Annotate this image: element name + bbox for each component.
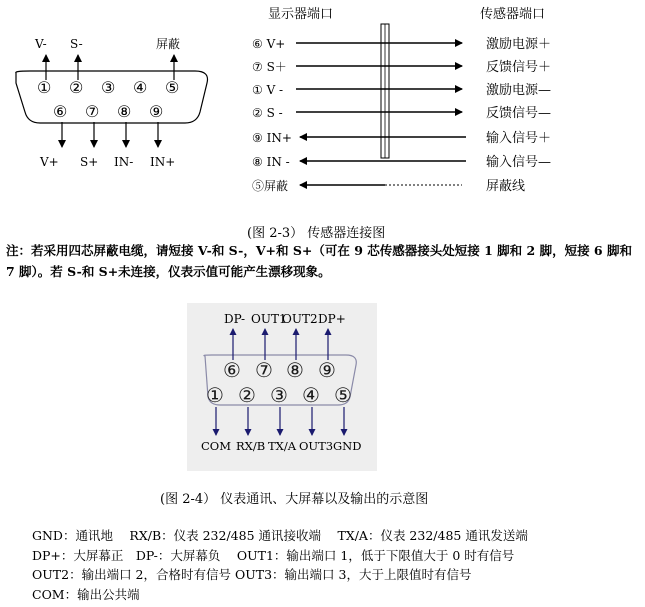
pin-9: ⑨ [149, 102, 164, 121]
wire-left-label: ⑤屏蔽 [252, 179, 289, 193]
wire-right-label: 屏蔽线 [486, 179, 526, 194]
label-out3: OUT3 [299, 439, 334, 453]
wire-list [252, 36, 551, 194]
label-out1: OUT1 [251, 312, 287, 326]
pin-5: ⑤ [165, 78, 180, 97]
sensor-port-header: 传感器端口 [480, 7, 546, 22]
pin-3: ③ [270, 383, 288, 407]
figure-2-3-caption: (图 2-3） 传感器连接图 [247, 226, 386, 241]
wire-left-label: ② S - [252, 106, 283, 120]
wire-right-label: 激励电源＋ [486, 37, 552, 52]
pin-label-v-plus: V+ [40, 155, 59, 169]
wire-right-label: 反馈信号＋ [486, 60, 552, 75]
pin-2: ② [238, 383, 256, 407]
pin-1: ① [206, 383, 224, 407]
pin-7: ⑦ [255, 358, 273, 382]
pin-8: ⑧ [117, 102, 132, 121]
label-tx-a: TX/A [268, 439, 297, 453]
pin-5: ⑤ [334, 383, 352, 407]
label-dp-minus: DP- [224, 312, 246, 326]
label-out2: OUT2 [282, 312, 318, 326]
display-port-header: 显示器端口 [268, 7, 334, 22]
wire-left-label: ⑦ S＋ [252, 60, 287, 74]
label-dp-plus: DP+ [318, 312, 346, 326]
wire-left-label: ⑨ IN+ [252, 131, 292, 145]
label-com: COM [201, 439, 232, 453]
pin-legend [32, 526, 528, 604]
wire-right-label: 输入信号＋ [486, 131, 552, 146]
pin-8: ⑧ [286, 358, 304, 382]
pin-2: ② [69, 78, 84, 97]
wiring-note: 注：若采用四芯屏蔽电缆，请短接 V-和 S-，V+和 S+（可在 9 芯传感器接头处短接 1 脚和 2 脚，短接 6 脚和 7 脚）。若 S-和 S+未连接，仪表示值可能产生漂移现象。 [6, 243, 632, 279]
pin-4: ④ [302, 383, 320, 407]
legend-line: DP+：大屏幕正 DP-：大屏幕负 OUT1：输出端口 1，低于下限值大于 0 时有信号 [32, 547, 515, 563]
pin-label-shield: 屏蔽 [156, 37, 181, 51]
pin-label-in-minus: IN- [114, 155, 134, 169]
legend-line: GND：通讯地 RX/B：仪表 232/485 通讯接收端 TX/A：仪表 232/485 通讯发送端 [32, 528, 528, 543]
wire-right-label: 反馈信号— [486, 106, 552, 121]
wire-right-label: 输入信号— [486, 155, 552, 170]
wire-left-label: ⑥ V+ [252, 37, 286, 51]
wire-left-label: ① V - [252, 83, 284, 97]
pin-1: ① [37, 78, 52, 97]
pin-label-v-minus: V- [35, 37, 47, 51]
communication-output-diagram [0, 295, 645, 485]
pin-9: ⑨ [318, 358, 336, 382]
pin-label-s-plus: S+ [80, 155, 99, 169]
figure-2-4-caption: (图 2-4） 仪表通讯、大屏幕以及输出的示意图 [160, 492, 429, 507]
label-rx-b: RX/B [236, 439, 266, 453]
pin-4: ④ [133, 78, 148, 97]
pin-7: ⑦ [85, 102, 100, 121]
pin-label-in-plus: IN+ [150, 155, 176, 169]
legend-line: COM：输出公共端 [32, 586, 140, 602]
pin-label-s-minus: S- [70, 37, 83, 51]
wire-right-label: 激励电源— [486, 83, 552, 98]
pin-6: ⑥ [223, 358, 241, 382]
pin-3: ③ [101, 78, 116, 97]
pin-6: ⑥ [53, 102, 68, 121]
legend-line: OUT2：输出端口 2，合格时有信号 OUT3：输出端口 3，大于上限值时有信号 [32, 567, 472, 582]
sensor-connection-diagram [0, 0, 645, 230]
wire-left-label: ⑧ IN - [252, 155, 290, 169]
label-gnd: GND [333, 439, 362, 453]
